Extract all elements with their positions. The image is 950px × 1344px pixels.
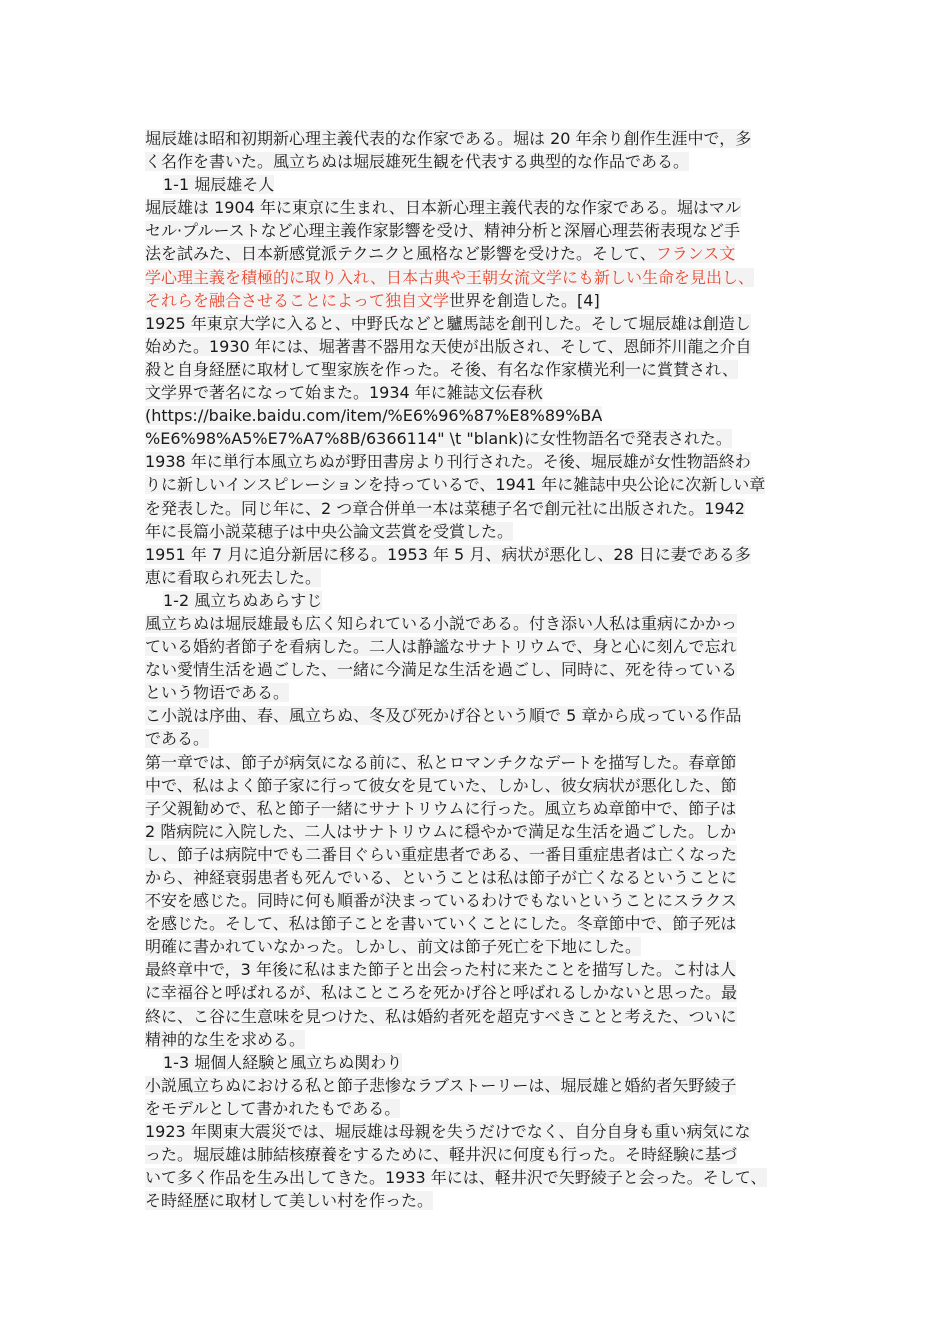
- text-line: 中で、私はよく節子家に行って彼女を見ていた、しかし、彼女病状が悪化した、節: [145, 775, 737, 795]
- text-line: こ小説は序曲、春、風立ちぬ、冬及び死かげ谷という順で 5 章から成っている作品: [145, 706, 742, 726]
- paragraph: [145, 127, 825, 173]
- text-line: を感じた。そして、私は節子ことを書いていくことにした。冬章節中で、節子死は: [145, 914, 737, 934]
- text-line: 堀辰雄は 1904 年に東京に生まれ、日本新心理主義代表的な作家である。堀はマル: [145, 198, 741, 218]
- text-line: 恵に看取られ死去した。: [145, 567, 322, 587]
- text-line: 子父親勧めで、私と節子一緒にサナトリウムに行った。風立ちぬ章節中で、節子は: [145, 798, 737, 818]
- text-line: りに新しいインスピレーションを持っているで、1941 年に雑誌中央公论に次新しい章: [145, 475, 766, 495]
- paragraph: [145, 1120, 825, 1212]
- text-line: 殺と自身経歴に取材して聖家族を作った。そ後、有名な作家横光利一に賞賛され、: [145, 359, 738, 379]
- section-heading: [145, 589, 825, 612]
- paragraph: [145, 196, 825, 242]
- text-line: 小説風立ちぬにおける私と節子悲惨なラブストーリーは、堀辰雄と婚約者矢野綾子: [145, 1075, 737, 1095]
- section-heading: [145, 173, 825, 196]
- text-line: [145, 242, 825, 265]
- paragraph: [145, 312, 825, 543]
- text-line: ない愛情生活を過ごした、一緒に今満足な生活を過ごし、同時に、死を待っている: [145, 660, 738, 680]
- text-line: に幸福谷と呼ばれるが、私はこところを死かげ谷と呼ばれるしかないと思った。最: [145, 983, 738, 1003]
- text-line: 始めた。1930 年には、堀著書不器用な天使が出版され、そして、恩師芥川龍之介自: [145, 336, 752, 356]
- text-line: 1938 年に単行本風立ちぬが野田書房より刊行された。そ後、堀辰雄が女性物語終わ: [145, 452, 751, 472]
- text-run: 法を試みた、日本新感覚派テクニクと風格など影響を受けた。そして、: [145, 244, 656, 264]
- text-line: 堀辰雄は昭和初期新心理主義代表的な作家である。堀は 20 年余り創作生涯中で，多: [145, 129, 752, 148]
- paragraph: [145, 612, 825, 704]
- text-line: 最終章中で，3 年後に私はまた節子と出会った村に来たことを描写した。こ村は人: [145, 960, 736, 980]
- text-line: 1925 年東京大学に入ると、中野氏などと驢馬誌を創刊した。そして堀辰雄は創造し: [145, 313, 751, 333]
- text-line: [145, 289, 825, 312]
- highlighted-text: フランス文: [655, 244, 736, 264]
- text-line: し、節子は病院中でも二番目ぐらい重症患者である、一番目重症患者は亡くなった: [145, 844, 738, 864]
- text-line: をモデルとして書かれたもである。: [145, 1098, 401, 1118]
- paragraph: [145, 242, 825, 311]
- text-line: 終に、こ谷に生意味を見つけた、私は婚約者死を超克すべきことと考えた、ついに: [145, 1006, 737, 1026]
- text-line: から、神経衰弱患者も死んでいる、ということは私は節子が亡くなるということに: [145, 868, 738, 887]
- text-line: である。: [145, 729, 210, 749]
- text-line: という物语である。: [145, 683, 290, 703]
- text-line: 年に長篇小説菜穂子は中央公論文芸賞を受賞した。: [145, 521, 514, 541]
- text-line: いて多く作品を生み出してきた。1933 年には、軽井沢で矢野綾子と会った。そして、: [145, 1168, 767, 1188]
- highlighted-text: 学心理主義を積極的に取り入れ、日本古典や王朝女流文学にも新しい生命を見出し、: [145, 267, 754, 287]
- text-line: 風立ちぬは堀辰雄最も広く知られている小説である。付き添い人私は重病にかかっ: [145, 613, 738, 633]
- text-line: く名作を書いた。風立ちぬは堀辰雄死生観を代表する典型的な作品である。: [145, 152, 690, 172]
- section-heading: [145, 1051, 825, 1074]
- text-line: 不安を感じた。同時に何も順番が決まっているわけでもないということにスラクス: [145, 891, 737, 911]
- text-line: %E6%98%A5%E7%A7%8B/6366114" \t "blank)に女性物語名で発表された。: [145, 429, 732, 449]
- text-line: そ時経歴に取材して美しい村を作った。: [145, 1191, 434, 1211]
- text-line: 1951 年 7 月に追分新居に移る。1953 年 5 月、病状が悪化し、28 日に妻である多: [145, 544, 751, 564]
- heading-text: 1-3 堀個人経験と風立ちぬ関わり: [163, 1052, 403, 1072]
- document-body: [145, 127, 825, 1212]
- text-line: 文学界で著名になって始また。1934 年に雑誌文伝春秋: [145, 383, 543, 403]
- paragraph: [145, 751, 825, 959]
- paragraph: [145, 704, 825, 750]
- paragraph: [145, 543, 825, 589]
- text-line: 第一章では、節子が病気になる前に、私とロマンチクなデートを描写した。春章節: [145, 752, 737, 772]
- heading-text: 1-2 風立ちぬあらすじ: [163, 590, 323, 610]
- text-line: 2 階病院に入院した、二人はサナトリウムに穏やかで満足な生活を過ごした。しか: [145, 821, 737, 841]
- text-line: 精神的な生を求める。: [145, 1029, 306, 1049]
- paragraph: [145, 1074, 825, 1120]
- text-line: ている婚約者節子を看病した。二人は静謐なサナトリウムで、身と心に刻んで忘れ: [145, 637, 737, 657]
- text-line: [145, 266, 825, 289]
- text-line: を発表した。同じ年に、2 つ章合併单一本は菜穂子名で創元社に出版された。1942: [145, 498, 745, 518]
- text-line: (https://baike.baidu.com/item/%E6%96%87%E8%89%BA: [145, 406, 603, 426]
- text-line: った。堀辰雄は肺結核療養をするために、軽井沢に何度も行った。そ時経験に基づ: [145, 1145, 738, 1165]
- heading-text: 1-1 堀辰雄そ人: [163, 175, 275, 195]
- text-line: 明確に書かれていなかった。しかし、前文は節子死亡を下地にした。: [145, 937, 642, 957]
- text-line: セル·プルーストなど心理主義作家影響を受け、精神分析と深層心理芸術表現など手: [145, 221, 741, 241]
- paragraph: [145, 958, 825, 1050]
- highlighted-text: それらを融合させることによって独自文学: [145, 290, 450, 310]
- text-run: 世界を創造した。[4]: [449, 290, 600, 310]
- text-line: 1923 年関東大震災では、堀辰雄は母親を失うだけでなく、自分自身も重い病気にな: [145, 1122, 751, 1142]
